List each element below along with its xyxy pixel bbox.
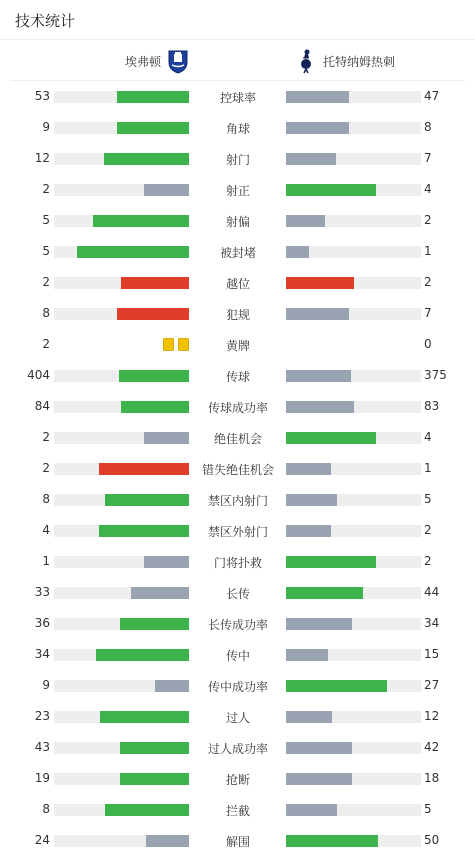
- home-value: 2: [42, 182, 50, 196]
- home-value: 9: [42, 678, 50, 692]
- stats-list: [0, 81, 475, 856]
- away-bar-fill: [286, 370, 351, 382]
- home-bar-track: [54, 773, 189, 785]
- home-bar-track: [54, 277, 189, 289]
- home-bar-track: [54, 401, 189, 413]
- home-value: 23: [34, 709, 50, 723]
- away-value: 18: [424, 771, 440, 785]
- away-bar-fill: [286, 184, 376, 196]
- away-bar-fill: [286, 525, 331, 537]
- stat-row: [0, 174, 475, 205]
- home-bar-track: [54, 308, 189, 320]
- away-bar-track: [286, 153, 421, 165]
- home-bar-fill: [120, 742, 189, 754]
- away-bar-fill: [286, 246, 309, 258]
- away-bar-track: [286, 556, 421, 568]
- home-bar-track: [54, 742, 189, 754]
- away-bar-fill: [286, 742, 352, 754]
- away-value: 34: [424, 616, 440, 630]
- away-bar-track: [286, 463, 421, 475]
- away-value: 42: [424, 740, 440, 754]
- away-bar-fill: [286, 308, 349, 320]
- home-bar-fill: [144, 556, 189, 568]
- stat-label: 黄牌: [225, 339, 250, 353]
- away-value: 2: [424, 213, 432, 227]
- away-value: 7: [424, 151, 432, 165]
- away-value: 12: [424, 709, 440, 723]
- home-bar-track: [54, 215, 189, 227]
- stat-row: [0, 267, 475, 298]
- away-value: 2: [424, 275, 432, 289]
- stat-row: [0, 391, 475, 422]
- home-bar-fill: [105, 494, 189, 506]
- home-bar-fill: [117, 91, 189, 103]
- home-yellow-cards: [54, 338, 189, 352]
- home-bar-fill: [144, 184, 189, 196]
- away-bar-fill: [286, 587, 363, 599]
- away-bar-fill: [286, 711, 332, 723]
- stat-row: [0, 639, 475, 670]
- away-value: 5: [424, 802, 432, 816]
- home-bar-track: [54, 432, 189, 444]
- away-bar-track: [286, 742, 421, 754]
- home-bar-track: [54, 246, 189, 258]
- away-bar-fill: [286, 215, 325, 227]
- home-bar-track: [54, 711, 189, 723]
- home-bar-fill: [146, 835, 189, 847]
- away-bar-track: [286, 835, 421, 847]
- home-bar-track: [54, 556, 189, 568]
- stat-label: 过人成功率: [207, 742, 268, 756]
- home-value: 5: [42, 244, 50, 258]
- stat-label: 抢断: [225, 773, 250, 787]
- stat-label: 射偏: [225, 215, 250, 229]
- away-bar-track: [286, 773, 421, 785]
- stat-row: [0, 484, 475, 515]
- away-bar-track: [286, 432, 421, 444]
- stat-row: [0, 763, 475, 794]
- away-bar-fill: [286, 556, 376, 568]
- away-bar-track: [286, 680, 421, 692]
- stat-label: 控球率: [219, 91, 256, 105]
- away-bar-fill: [286, 618, 352, 630]
- away-bar-track: [286, 277, 421, 289]
- home-bar-fill: [104, 153, 189, 165]
- away-bar-fill: [286, 649, 328, 661]
- home-value: 2: [42, 430, 50, 444]
- away-value: 15: [424, 647, 440, 661]
- away-bar-fill: [286, 277, 354, 289]
- stat-row: [0, 329, 475, 360]
- away-bar-track: [286, 587, 421, 599]
- home-value: 36: [34, 616, 50, 630]
- home-value: 2: [42, 461, 50, 475]
- home-bar-track: [54, 525, 189, 537]
- away-bar-track: [286, 711, 421, 723]
- stat-row: [0, 112, 475, 143]
- away-bar-track: [286, 649, 421, 661]
- home-bar-track: [54, 91, 189, 103]
- away-bar-track: [286, 91, 421, 103]
- stat-row: [0, 205, 475, 236]
- home-bar-fill: [117, 308, 189, 320]
- home-bar-fill: [121, 401, 189, 413]
- home-bar-fill: [99, 525, 189, 537]
- home-value: 8: [42, 492, 50, 506]
- stat-label: 射正: [225, 184, 250, 198]
- stat-label: 长传: [225, 587, 250, 601]
- stat-row: [0, 732, 475, 763]
- home-value: 1: [42, 554, 50, 568]
- away-bar-fill: [286, 680, 387, 692]
- home-value: 8: [42, 802, 50, 816]
- away-bar-track: [286, 308, 421, 320]
- away-bar-fill: [286, 804, 337, 816]
- away-value: 5: [424, 492, 432, 506]
- away-value: 47: [424, 89, 440, 103]
- away-value: 50: [424, 833, 440, 847]
- away-value: 2: [424, 554, 432, 568]
- stat-label: 越位: [225, 277, 250, 291]
- stat-label: 禁区内射门: [207, 494, 268, 508]
- stat-label: 门将扑救: [213, 556, 262, 570]
- home-bar-fill: [93, 215, 189, 227]
- away-value: 4: [424, 430, 432, 444]
- away-bar-track: [286, 804, 421, 816]
- stat-label: 错失绝佳机会: [201, 463, 274, 477]
- home-team-name: 埃弗顿: [125, 54, 162, 69]
- home-bar-fill: [77, 246, 189, 258]
- stat-row: [0, 515, 475, 546]
- away-team-name: 托特纳姆热刺: [323, 54, 396, 69]
- home-bar-track: [54, 835, 189, 847]
- stat-label: 解围: [225, 835, 250, 849]
- home-bar-fill: [99, 463, 189, 475]
- stat-row: [0, 608, 475, 639]
- home-bar-fill: [119, 370, 189, 382]
- home-bar-fill: [121, 277, 189, 289]
- stat-row: [0, 670, 475, 701]
- home-value: 33: [34, 585, 50, 599]
- home-team[interactable]: [125, 41, 189, 81]
- away-value: 8: [424, 120, 432, 134]
- home-bar-track: [54, 122, 189, 134]
- stat-row: [0, 360, 475, 391]
- away-bar-track: [286, 370, 421, 382]
- home-bar-fill: [96, 649, 189, 661]
- home-bar-track: [54, 618, 189, 630]
- stat-label: 过人: [225, 711, 250, 725]
- stat-row: [0, 298, 475, 329]
- stat-row: [0, 422, 475, 453]
- home-bar-track: [54, 153, 189, 165]
- away-team[interactable]: [295, 41, 395, 81]
- home-bar-track: [54, 370, 189, 382]
- stat-label: 传球: [225, 370, 250, 384]
- stat-label: 长传成功率: [207, 618, 268, 632]
- stat-row: [0, 81, 475, 112]
- stat-row: [0, 825, 475, 856]
- home-value: 84: [34, 399, 50, 413]
- home-value: 12: [34, 151, 50, 165]
- away-bar-fill: [286, 432, 376, 444]
- away-bar-fill: [286, 463, 331, 475]
- away-bar-fill: [286, 835, 378, 847]
- home-bar-fill: [105, 804, 189, 816]
- stat-label: 禁区外射门: [207, 525, 268, 539]
- home-value: 5: [42, 213, 50, 227]
- teams-header: [10, 41, 465, 81]
- stat-row: [0, 701, 475, 732]
- stat-label: 拦截: [225, 804, 250, 818]
- away-value: 83: [424, 399, 440, 413]
- home-bar-track: [54, 587, 189, 599]
- stat-label: 犯规: [225, 308, 250, 322]
- stat-row: [0, 236, 475, 267]
- tottenham-crest-icon: [295, 48, 317, 74]
- home-value: 4: [42, 523, 50, 537]
- stat-label: 被封堵: [219, 246, 256, 260]
- home-bar-fill: [131, 587, 189, 599]
- away-bar-fill: [286, 153, 336, 165]
- home-value: 2: [42, 337, 50, 351]
- home-bar-fill: [100, 711, 189, 723]
- stat-label: 传中成功率: [207, 680, 268, 694]
- home-value: 9: [42, 120, 50, 134]
- stat-row: [0, 577, 475, 608]
- away-bar-track: [286, 618, 421, 630]
- away-value: 7: [424, 306, 432, 320]
- away-value: 27: [424, 678, 440, 692]
- home-value: 404: [27, 368, 50, 382]
- away-value: 1: [424, 461, 432, 475]
- page-title: 技术统计: [15, 12, 76, 30]
- away-value: 0: [424, 337, 432, 351]
- home-bar-track: [54, 649, 189, 661]
- home-value: 2: [42, 275, 50, 289]
- away-bar-fill: [286, 401, 354, 413]
- home-bar-fill: [120, 773, 189, 785]
- home-bar-fill: [120, 618, 189, 630]
- yellow-card-icon: [178, 338, 189, 351]
- home-bar-fill: [144, 432, 189, 444]
- away-value: 44: [424, 585, 440, 599]
- home-value: 8: [42, 306, 50, 320]
- stat-label: 传中: [225, 649, 250, 663]
- yellow-card-icon: [163, 338, 174, 351]
- stat-row: [0, 143, 475, 174]
- home-value: 53: [34, 89, 50, 103]
- away-bar-track: [286, 215, 421, 227]
- stat-row: [0, 546, 475, 577]
- home-bar-track: [54, 804, 189, 816]
- away-value: 4: [424, 182, 432, 196]
- home-bar-track: [54, 184, 189, 196]
- stat-label: 射门: [225, 153, 250, 167]
- away-bar-track: [286, 184, 421, 196]
- home-value: 19: [34, 771, 50, 785]
- away-bar-track: [286, 494, 421, 506]
- away-bar-track: [286, 246, 421, 258]
- away-bar-track: [286, 122, 421, 134]
- stat-label: 绝佳机会: [213, 432, 262, 446]
- away-bar-fill: [286, 91, 349, 103]
- stat-label: 角球: [225, 122, 250, 136]
- home-bar-track: [54, 680, 189, 692]
- away-value: 375: [424, 368, 447, 382]
- stat-row: [0, 794, 475, 825]
- page-header: [0, 0, 475, 40]
- everton-crest-icon: [167, 48, 189, 74]
- away-bar-fill: [286, 773, 352, 785]
- home-bar-track: [54, 494, 189, 506]
- away-value: 1: [424, 244, 432, 258]
- stat-row: [0, 453, 475, 484]
- home-value: 34: [34, 647, 50, 661]
- away-bar-fill: [286, 494, 337, 506]
- home-bar-track: [54, 463, 189, 475]
- stat-label: 传球成功率: [207, 401, 268, 415]
- away-bar-track: [286, 401, 421, 413]
- away-value: 2: [424, 523, 432, 537]
- away-bar-fill: [286, 122, 349, 134]
- home-value: 24: [34, 833, 50, 847]
- away-bar-track: [286, 525, 421, 537]
- home-bar-fill: [155, 680, 189, 692]
- home-bar-fill: [117, 122, 189, 134]
- home-value: 43: [34, 740, 50, 754]
